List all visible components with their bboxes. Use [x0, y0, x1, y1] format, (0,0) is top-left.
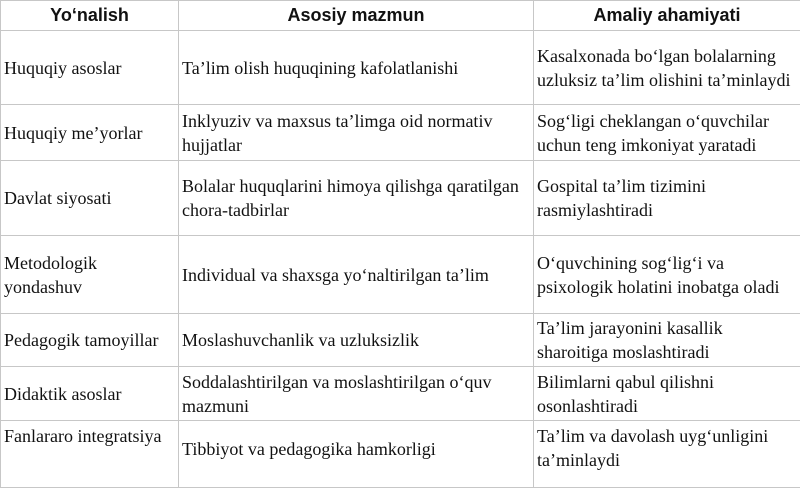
table-cell-direction: Didaktik asoslar [1, 367, 179, 421]
table-cell-practical-significance: Ta’lim va davolash uyg‘unligini ta’minlaydi [534, 421, 800, 488]
table-header-row [1, 1, 800, 31]
table-row [1, 236, 800, 314]
table-cell-direction: Davlat siyosati [1, 161, 179, 236]
table-row [1, 161, 800, 236]
column-header-practical-significance: Amaliy ahamiyati [534, 1, 800, 31]
table-cell-main-content: Moslashuvchanlik va uzluksizlik [179, 314, 534, 367]
table-cell-direction: Fanlararo integratsiya [1, 421, 179, 488]
table-cell-direction: Huquqiy me’yorlar [1, 105, 179, 161]
table-cell-practical-significance: Ta’lim jarayonini kasallik sharoitiga moslashtiradi [534, 314, 800, 367]
table-row [1, 314, 800, 367]
table-cell-practical-significance: Sog‘ligi cheklangan o‘quvchilar uchun teng imkoniyat yaratadi [534, 105, 800, 161]
table-row [1, 421, 800, 488]
table-row [1, 105, 800, 161]
table-cell-main-content: Inklyuziv va maxsus ta’limga oid normativ hujjatlar [179, 105, 534, 161]
column-header-direction: Yo‘nalish [1, 1, 179, 31]
table-cell-main-content: Soddalashtirilgan va moslashtirilgan o‘quv mazmuni [179, 367, 534, 421]
table-cell-direction: Metodologik yondashuv [1, 236, 179, 314]
table-cell-main-content: Ta’lim olish huquqining kafolatlanishi [179, 31, 534, 105]
table-cell-main-content: Tibbiyot va pedagogika hamkorligi [179, 421, 534, 488]
table-cell-practical-significance: Bilimlarni qabul qilishni osonlashtiradi [534, 367, 800, 421]
table-cell-practical-significance: Kasalxonada bo‘lgan bolalarning uzluksiz ta’lim olishini ta’minlaydi [534, 31, 800, 105]
table-cell-practical-significance: Gospital ta’lim tizimini rasmiylashtiradi [534, 161, 800, 236]
table-cell-main-content: Individual va shaxsga yo‘naltirilgan ta’lim [179, 236, 534, 314]
table-cell-main-content: Bolalar huquqlarini himoya qilishga qaratilgan chora-tadbirlar [179, 161, 534, 236]
table-cell-practical-significance: O‘quvchining sog‘lig‘i va psixologik holatini inobatga oladi [534, 236, 800, 314]
column-header-main-content: Asosiy mazmun [179, 1, 534, 31]
table-cell-direction: Huquqiy asoslar [1, 31, 179, 105]
table-row [1, 367, 800, 421]
table-cell-direction: Pedagogik tamoyillar [1, 314, 179, 367]
table-row [1, 31, 800, 105]
